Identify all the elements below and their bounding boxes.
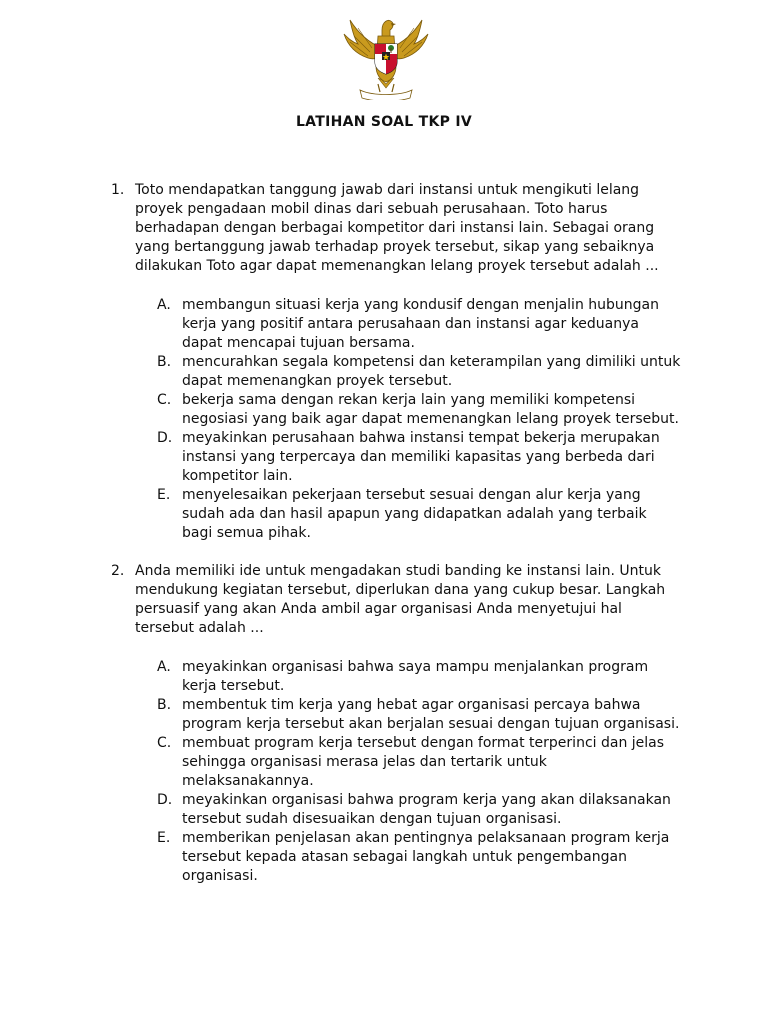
- question-list: [111, 181, 681, 886]
- question-item: [111, 562, 681, 886]
- option-item: [157, 791, 681, 829]
- question-number: 2.: [111, 563, 125, 579]
- option-text: bekerja sama dengan rekan kerja lain yang memiliki kompetensi negosiasi yang baik agar dapat memenangkan lelang proyek tersebut.: [182, 392, 679, 427]
- option-letter: B.: [157, 697, 172, 713]
- option-letter: D.: [157, 792, 173, 808]
- option-letter: C.: [157, 735, 172, 751]
- option-letter: B.: [157, 354, 172, 370]
- question-item: [111, 181, 681, 562]
- option-item: [157, 734, 681, 791]
- option-letter: C.: [157, 392, 172, 408]
- document-title: LATIHAN SOAL TKP IV: [295, 114, 473, 130]
- option-text: mencurahkan segala kompetensi dan keterampilan yang dimiliki untuk dapat memenangkan proyek tersebut.: [182, 354, 681, 389]
- option-item: [157, 391, 681, 429]
- garuda-emblem-icon: [338, 8, 434, 100]
- option-item: [157, 296, 681, 353]
- option-text: meyakinkan organisasi bahwa program kerja yang akan dilaksanakan tersebut sudah disesuaikan dengan tujuan organisasi.: [182, 792, 671, 827]
- option-text: meyakinkan organisasi bahwa saya mampu menjalankan program kerja tersebut.: [182, 659, 649, 694]
- option-letter: A.: [157, 297, 171, 313]
- option-letter: D.: [157, 430, 173, 446]
- option-text: memberikan penjelasan akan pentingnya pelaksanaan program kerja tersebut kepada atasan sebagai langkah untuk pengembangan organisasi.: [182, 830, 670, 884]
- option-list: [157, 658, 681, 886]
- option-text: meyakinkan perusahaan bahwa instansi tempat bekerja merupakan instansi yang terpercaya dan memiliki kapasitas yang berbeda dari kompetitor lain.: [182, 430, 660, 484]
- option-letter: A.: [157, 659, 171, 675]
- question-text: Anda memiliki ide untuk mengadakan studi banding ke instansi lain. Untuk mendukung kegiatan tersebut, diperlukan dana yang cukup besar. Langkah persuasif yang akan Anda ambil agar organisasi Anda menyetujui hal tersebut adalah ...: [135, 563, 666, 636]
- option-list: [157, 296, 681, 543]
- option-item: [157, 829, 681, 886]
- option-letter: E.: [157, 487, 171, 503]
- option-text: membangun situasi kerja yang kondusif dengan menjalin hubungan kerja yang positif antara perusahaan dan instansi agar keduanya dapat mencapai tujuan bersama.: [182, 297, 659, 351]
- question-text: Toto mendapatkan tanggung jawab dari instansi untuk mengikuti lelang proyek pengadaan mobil dinas dari sebuah perusahaan. Toto harus berhadapan dengan berbagai kompetitor dari instansi lain. Sebagai orang yang bertanggung jawab terhadap proyek tersebut, sikap yang sebaiknya dilakukan Toto agar dapat memenangkan lelang proyek tersebut adalah ...: [135, 182, 659, 274]
- option-item: [157, 486, 681, 543]
- option-text: membuat program kerja tersebut dengan format terperinci dan jelas sehingga organisasi merasa jelas dan tertarik untuk melaksanakannya.: [182, 735, 665, 789]
- question-number: 1.: [111, 182, 125, 198]
- option-text: menyelesaikan pekerjaan tersebut sesuai dengan alur kerja yang sudah ada dan hasil apapun yang didapatkan adalah yang terbaik bagi semua pihak.: [182, 487, 647, 541]
- option-letter: E.: [157, 830, 171, 846]
- option-item: [157, 696, 681, 734]
- option-item: [157, 658, 681, 696]
- option-text: membentuk tim kerja yang hebat agar organisasi percaya bahwa program kerja tersebut akan berjalan sesuai dengan tujuan organisasi.: [182, 697, 680, 732]
- option-item: [157, 353, 681, 391]
- option-item: [157, 429, 681, 486]
